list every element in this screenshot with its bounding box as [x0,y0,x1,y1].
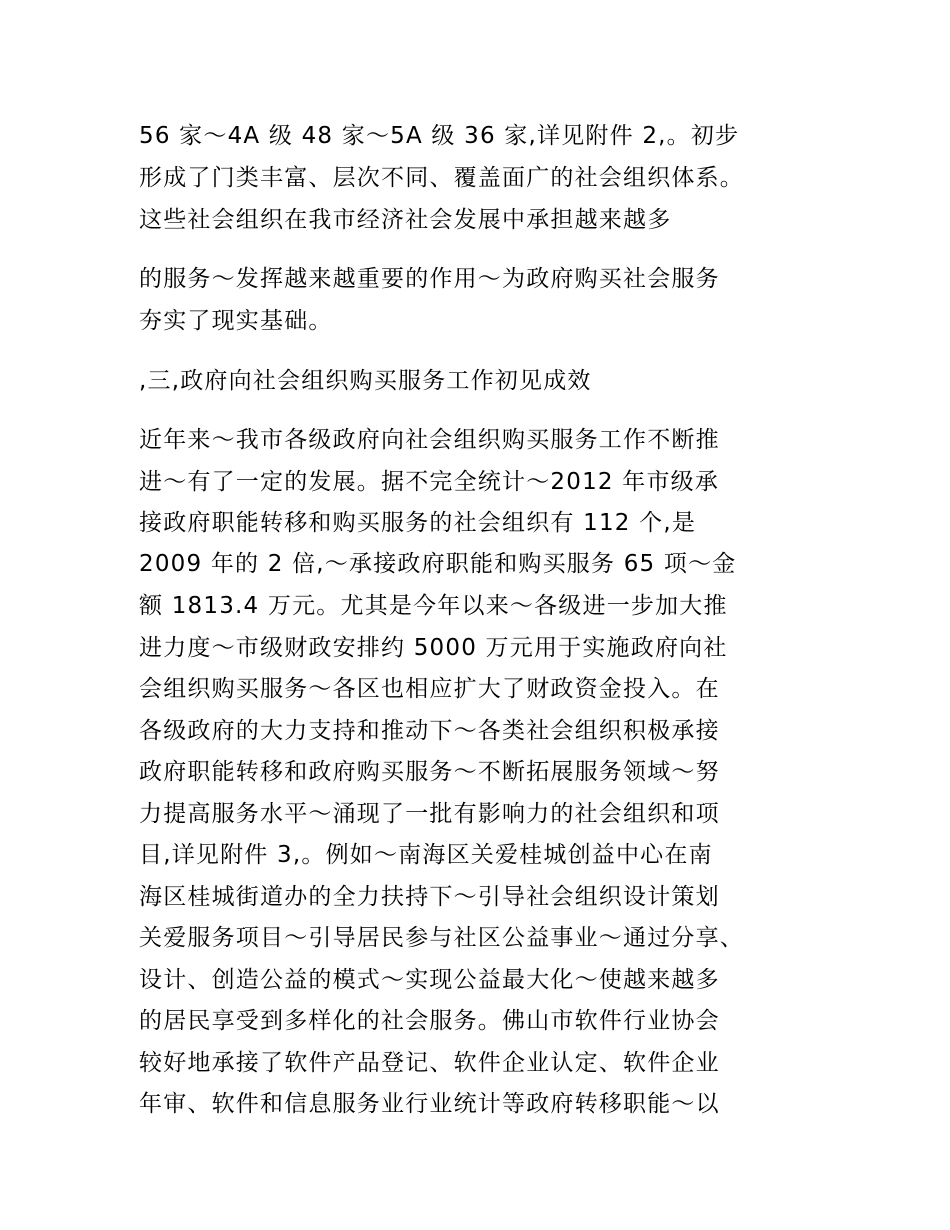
text-line: 关爱服务项目～引导居民参与社区公益事业～通过分享、 [139,925,744,951]
text-line: 进力度～市级财政安排约 5000 万元用于实施政府向社 [139,635,728,661]
text-line: 的服务～发挥越来越重要的作用～为政府购买社会服务 [139,266,720,292]
text-line: 56 家～4A 级 48 家～5A 级 36 家,详见附件 2,。初步 [139,123,740,149]
text-line: 目,详见附件 3,。例如～南海区关爱桂城创益中心在南 [139,842,713,868]
text-line: 政府职能转移和政府购买服务～不断拓展服务领域～努 [139,759,720,785]
text-line: 额 1813.4 万元。尤其是今年以来～各级进一步加大推 [139,593,728,619]
text-line: 进～有了一定的发展。据不完全统计～2012 年市级承 [139,469,720,495]
section-heading: ,三,政府向社会组织购买服务工作初见成效 [139,368,592,394]
text-line: 形成了门类丰富、层次不同、覆盖面广的社会组织体系。 [139,165,744,191]
text-line: 2009 年的 2 倍,～承接政府职能和购买服务 65 项～金 [139,551,737,577]
text-line: 近年来～我市各级政府向社会组织购买服务工作不断推 [139,427,720,453]
text-line: 接政府职能转移和购买服务的社会组织有 112 个,是 [139,510,697,536]
text-line: 年审、软件和信息服务业行业统计等政府转移职能～以 [139,1091,720,1117]
text-line: 的居民享受到多样化的社会服务。佛山市软件行业协会 [139,1008,720,1034]
text-line: 各级政府的大力支持和推动下～各类社会组织积极承接 [139,718,720,744]
text-line: 力提高服务水平～涌现了一批有影响力的社会组织和项 [139,801,720,827]
text-line: 会组织购买服务～各区也相应扩大了财政资金投入。在 [139,676,720,702]
text-line: 较好地承接了软件产品登记、软件企业认定、软件企业 [139,1050,720,1076]
text-line: 海区桂城街道办的全力扶持下～引导社会组织设计策划 [139,884,720,910]
text-line: 设计、创造公益的模式～实现公益最大化～使越来越多 [139,967,720,993]
text-line: 夯实了现实基础。 [139,308,333,334]
text-line: 这些社会组织在我市经济社会发展中承担越来越多 [139,207,672,233]
